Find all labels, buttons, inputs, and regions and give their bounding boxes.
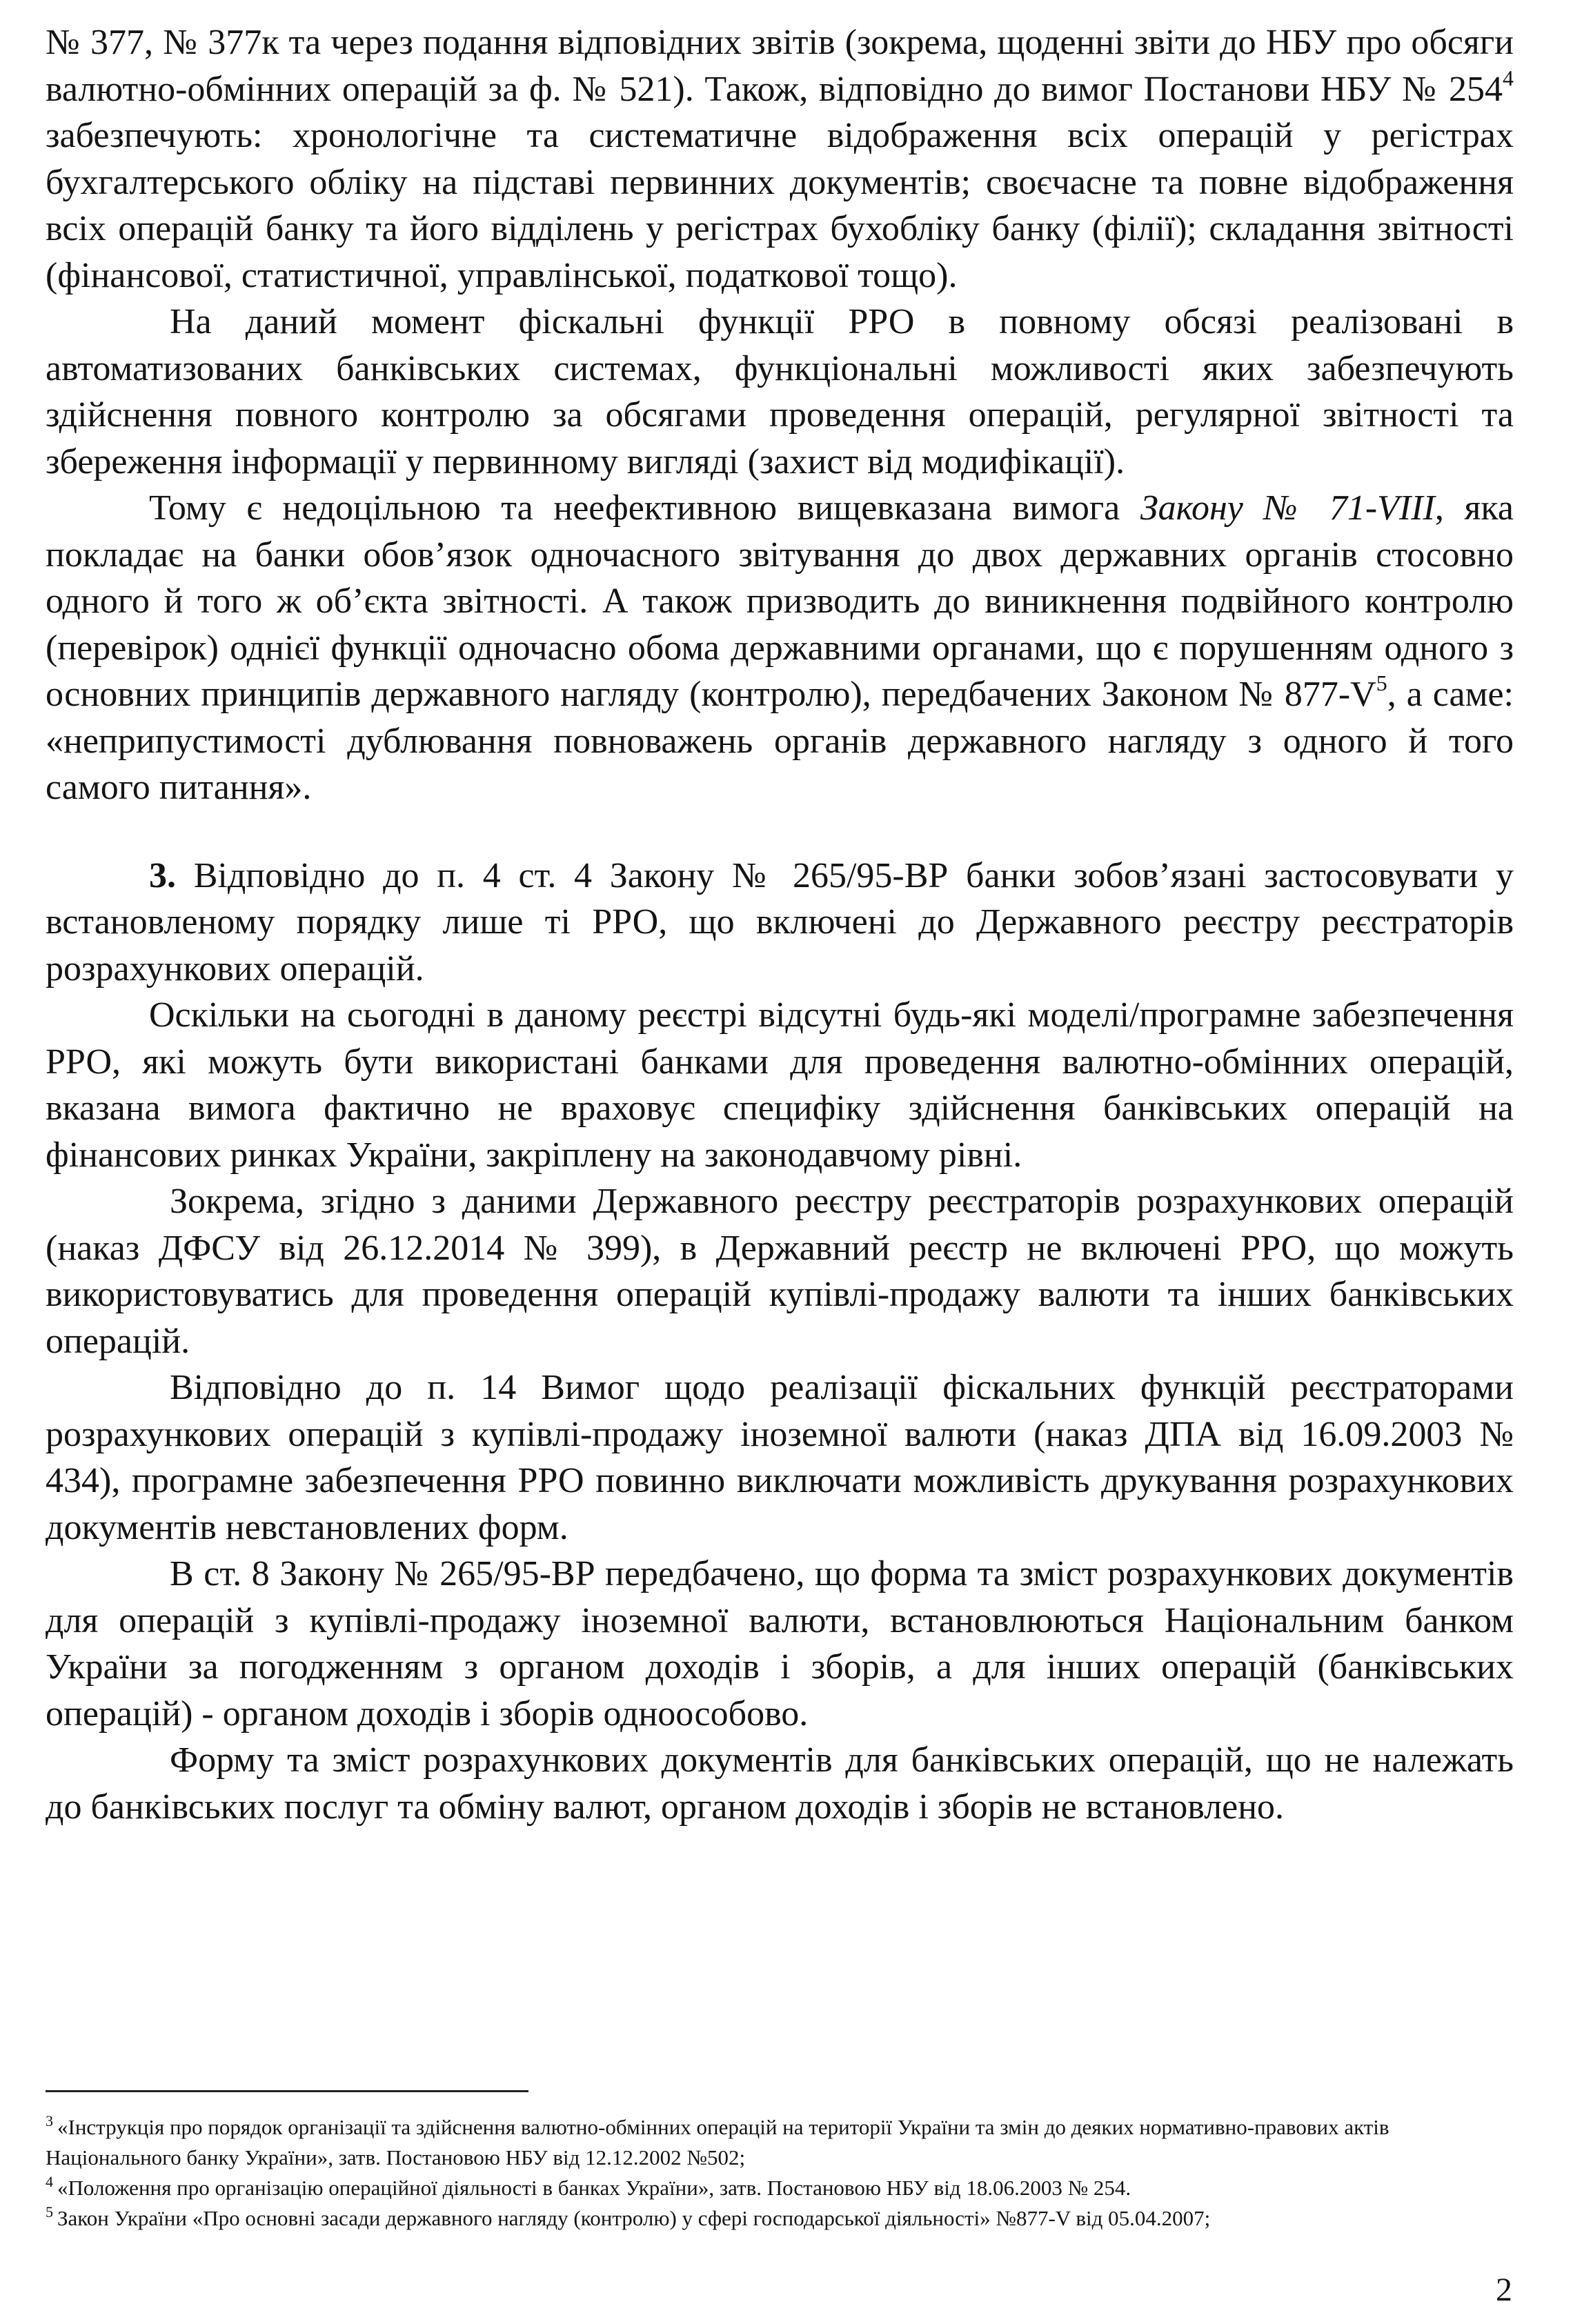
paragraph-state-registry: Зокрема, згідно з даними Державного реєстру реєстраторів розрахункових операцій (наказ ДФСУ від 26.12.2014 № 399), в Державний реєстр не включені РРО, що можуть використовуватись для проведення операцій купівлі-продажу валюти та інших банківських операцій.: [46, 1182, 1514, 1361]
paragraph-reporting-continuation: [46, 19, 1514, 299]
text-run: Відповідно до п. 4 ст. 4 Закону № 265/95-ВР банки зобов’язані застосовувати у встановленому порядку лише ті РРО, що включені до Державного реєстру реєстраторів розрахункових операцій.: [46, 855, 1514, 989]
page-number: 2: [1496, 2272, 1512, 2308]
footnote-3: [46, 2112, 1514, 2173]
text-run: Тому є недоцільною та неефективною вищевказана вимога: [149, 488, 1140, 528]
text-run: , яка покладає на банки обов’язок одночасного звітування до двох державних органів стосовно одного й того ж об’єкта звітності. А також призводить до виникнення подвійного контролю (перевірок) однієї функції одночасно обома державними органами, що є порушенням одного з основних принципів державного нагляду (контролю), передбачених Законом № 877-V: [46, 488, 1514, 714]
law-reference-71-viii: Закону № 71-VIII: [1140, 488, 1435, 528]
footnote-text: «Інструкція про порядок організації та здійснення валютно-обмінних операцій на території України та змін до деяких нормативно-правових актів Національного банку України», затв. Постановою НБУ від 12.12.2002 №502;: [46, 2115, 1389, 2169]
footnote-mark: 3: [46, 2112, 53, 2129]
paragraph-software-requirements: Відповідно до п. 14 Вимог щодо реалізації фіскальних функцій реєстраторами розрахункових операцій з купівлі-продажу іноземної валюти (наказ ДПА від 16.09.2003 № 434), програмне забезпечення РРО повинно виключати можливість друкування розрахункових документів невстановлених форм.: [46, 1368, 1514, 1547]
paragraph-inefficient-requirement: [46, 485, 1514, 811]
footnote-4: [46, 2173, 1514, 2203]
text-run: , а саме: «неприпустимості дублювання повноважень органів державного нагляду з одного й того самого питання».: [46, 675, 1514, 807]
paragraph-section-3: [46, 853, 1514, 993]
text-run: забезпечують: хронологічне та систематичне відображення всіх операцій у регістрах бухгалтерського обліку на підставі первинних документів; своєчасне та повне відображення всіх операцій банку та його відділень у регістрах бухобліку банку (філії); складання звітності (фінансової, статистичної, управлінської, податкової тощо).: [46, 116, 1514, 295]
paragraph-registry-gap: Оскільки на сьогодні в даному реєстрі відсутні будь-які моделі/програмне забезпечення РРО, які можуть бути використані банками для проведення валютно-обмінних операцій, вказана вимога фактично не враховує специфіку здійснення банківських операцій на фінансових ринках України, закріплену на законодавчому рівні.: [46, 995, 1514, 1175]
paragraph-forms-not-established: Форму та зміст розрахункових документів для банківських операцій, що не належать до банківських послуг та обміну валют, органом доходів і зборів не встановлено.: [46, 1740, 1514, 1827]
text-run: № 377, № 377к та через подання відповідних звітів (зокрема, щоденні звіти до НБУ про обсяги валютно-обмінних операцій за ф. № 521). Також, відповідно до вимог Постанови НБУ № 254: [46, 23, 1514, 109]
paragraph-fiscal-functions: На даний момент фіскальні функції РРО в повному обсязі реалізовані в автоматизованих банківських системах, функціональні можливості яких забезпечують здійснення повного контролю за обсягами проведення операцій, регулярної звітності та збереження інформації у первинному вигляді (захист від модифікації).: [46, 302, 1514, 481]
paragraph-article-8: В ст. 8 Закону № 265/95-ВР передбачено, що форма та зміст розрахункових документів для операцій з купівлі-продажу іноземної валюти, встановлюються Національним банком України за погодженням з органом доходів і зборів, а для інших операцій (банківських операцій) - органом доходів і зборів одноособово.: [46, 1554, 1514, 1734]
footnote-separator: [46, 2090, 528, 2092]
footnote-reference-5: 5: [1376, 671, 1387, 695]
footnote-text: «Положення про організацію операційної діяльності в банках України», затв. Постановою НБУ від 18.06.2003 № 254.: [57, 2176, 1131, 2200]
section-number: 3.: [149, 855, 176, 895]
document-body: [46, 19, 1514, 1830]
footnotes: [46, 2112, 1514, 2234]
footnote-5: [46, 2203, 1514, 2234]
footnote-text: Закон України «Про основні засади державного нагляду (контролю) у сфері господарської діяльності» №877-V від 05.04.2007;: [57, 2206, 1211, 2230]
footnote-mark: 5: [46, 2203, 53, 2221]
footnote-mark: 4: [46, 2173, 53, 2190]
footnote-reference-4: 4: [1503, 65, 1514, 90]
